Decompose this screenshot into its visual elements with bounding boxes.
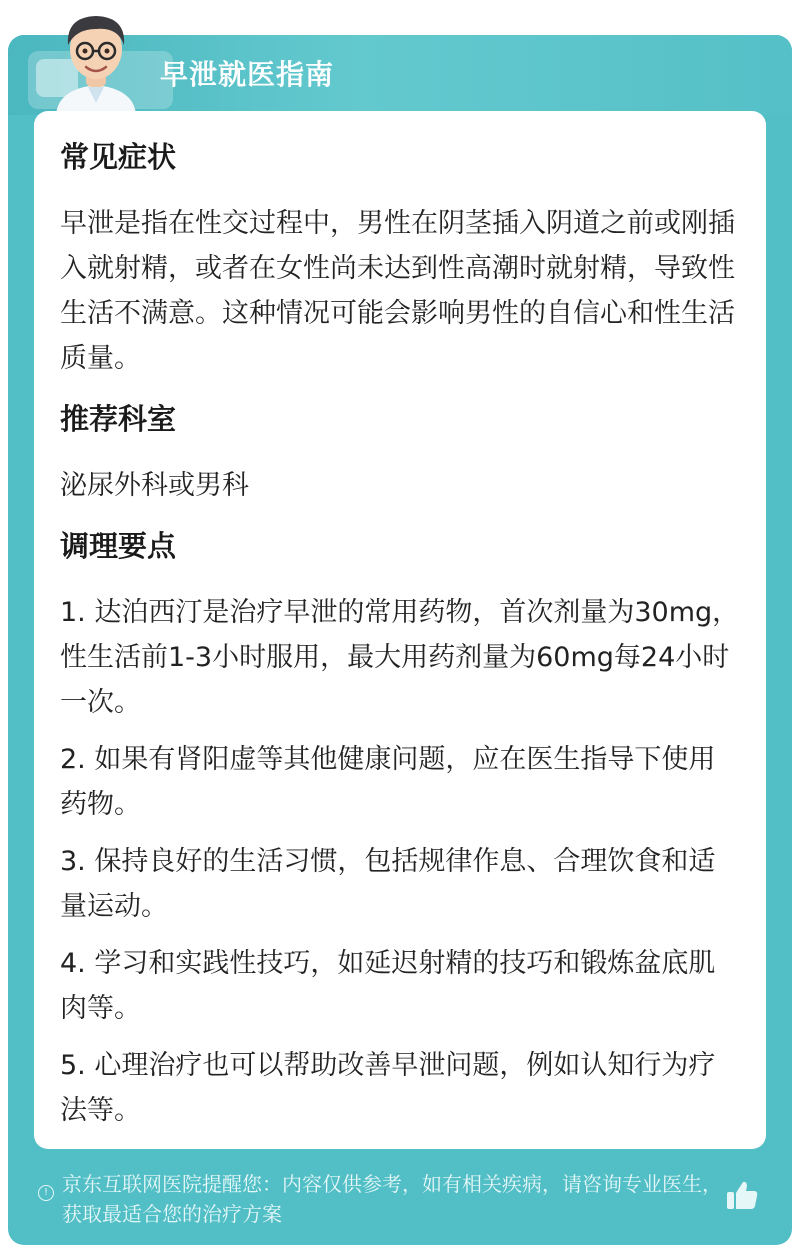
content-card	[34, 111, 766, 1149]
symptoms-text: 早泄是指在性交过程中，男性在阴茎插入阴道之前或刚插入就射精，或者在女性尚未达到性高潮时就射精，导致性生活不满意。这种情况可能会影响男性的自信心和性生活质量。	[60, 208, 735, 374]
list-item: 3. 保持良好的生活习惯，包括规律作息、合理饮食和适量运动。	[60, 846, 716, 922]
content-body	[60, 133, 740, 1145]
section-title-care: 调理要点	[60, 529, 177, 563]
thumbs-up-icon[interactable]	[724, 1177, 760, 1213]
doctor-avatar-icon	[48, 7, 144, 115]
list-item: 5. 心理治疗也可以帮助改善早泄问题，例如认知行为疗法等。	[60, 1050, 716, 1126]
list-item: 2. 如果有肾阳虚等其他健康问题，应在医生指导下使用药物。	[60, 744, 716, 820]
footer	[8, 1163, 792, 1243]
page-title: 早泄就医指南	[160, 58, 335, 91]
info-icon: !	[38, 1185, 54, 1201]
header-band	[8, 35, 792, 115]
department-text: 泌尿外科或男科	[60, 470, 249, 501]
list-item: 4. 学习和实践性技巧，如延迟射精的技巧和锻炼盆底肌肉等。	[60, 948, 716, 1024]
list-item: 1. 达泊西汀是治疗早泄的常用药物，首次剂量为30mg，性生活前1-3小时服用，最大用药剂量为60mg每24小时一次。	[60, 597, 740, 718]
footer-disclaimer: 京东互联网医院提醒您：内容仅供参考，如有相关疾病，请咨询专业医生，获取最适合您的治疗方案	[62, 1172, 722, 1226]
section-title-symptoms: 常见症状	[60, 140, 177, 174]
section-title-department: 推荐科室	[60, 402, 177, 436]
guide-frame	[8, 35, 792, 1245]
